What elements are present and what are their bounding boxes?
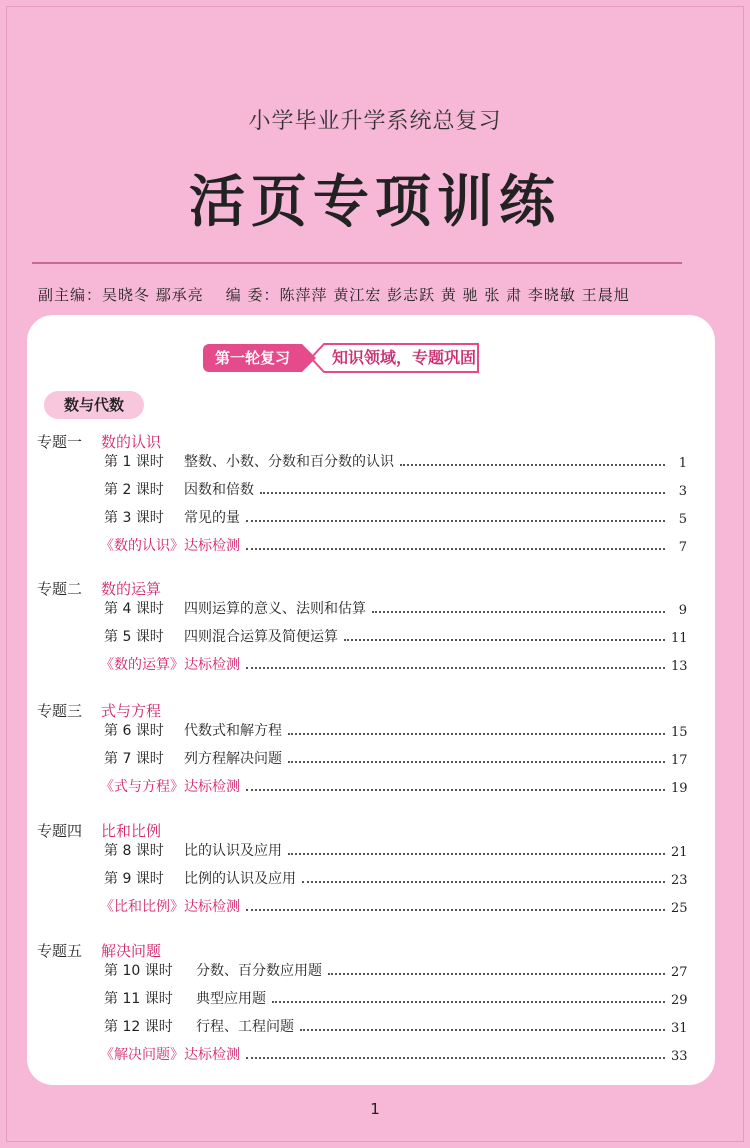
page-ref: 9	[678, 603, 687, 618]
lesson-number: 第 6 课时	[104, 723, 164, 739]
page-ref: 25	[671, 901, 688, 916]
toc-lesson-row[interactable]	[104, 624, 687, 646]
lesson-title: 因数和倍数	[184, 482, 254, 498]
topic-name[interactable]: 解决问题	[101, 942, 162, 960]
contents-card	[27, 315, 715, 1085]
page-ref: 11	[671, 631, 688, 646]
page-ref: 7	[678, 540, 687, 555]
test-title: 《解决问题》达标检测	[100, 1047, 240, 1063]
toc-test-row[interactable]	[100, 533, 687, 555]
page-ref: 1	[678, 456, 687, 471]
editorial-board: 编 委：陈萍萍 黄江宏 彭志跃 黄 驰 张 肃 李晓敏 王晨旭	[225, 286, 630, 304]
leader-dots	[302, 881, 665, 883]
lesson-number: 第 7 课时	[104, 751, 164, 767]
round-subtitle-wrap	[310, 343, 480, 373]
lesson-number: 第 11 课时	[104, 991, 173, 1007]
toc-test-row[interactable]	[100, 774, 687, 796]
lesson-title: 比的认识及应用	[184, 843, 282, 859]
lesson-number: 第 1 课时	[104, 454, 164, 470]
toc-test-row[interactable]	[100, 894, 687, 916]
toc-lesson-row[interactable]	[104, 1014, 687, 1036]
toc-lesson-row[interactable]	[104, 866, 687, 888]
page-ref: 31	[671, 1021, 688, 1036]
leader-dots	[300, 1029, 665, 1031]
leader-dots	[246, 1057, 665, 1059]
toc-lesson-row[interactable]	[104, 505, 687, 527]
topic-name[interactable]: 数的认识	[101, 433, 162, 451]
leader-dots	[288, 761, 665, 763]
leader-dots	[246, 548, 665, 550]
lesson-title: 分数、百分数应用题	[196, 963, 322, 979]
lesson-title: 常见的量	[184, 510, 240, 526]
page-ref: 5	[678, 512, 687, 527]
toc-lesson-row[interactable]	[104, 746, 687, 768]
lesson-title: 行程、工程问题	[196, 1019, 294, 1035]
lesson-number: 第 9 课时	[104, 871, 164, 887]
book-subtitle: 小学毕业升学系统总复习	[248, 109, 502, 134]
leader-dots	[246, 789, 665, 791]
lesson-title: 四则混合运算及简便运算	[184, 629, 338, 645]
round-banner	[203, 343, 480, 373]
page-ref: 21	[671, 845, 688, 860]
lesson-number: 第 8 课时	[104, 843, 164, 859]
lesson-number: 第 5 课时	[104, 629, 164, 645]
leader-dots	[328, 973, 665, 975]
topic-number: 专题一	[37, 433, 83, 451]
leader-dots	[372, 611, 665, 613]
leader-dots	[246, 520, 665, 522]
lesson-number: 第 3 课时	[104, 510, 164, 526]
leader-dots	[400, 464, 665, 466]
lesson-number: 第 10 课时	[104, 963, 173, 979]
topic-number: 专题二	[37, 580, 83, 598]
leader-dots	[246, 667, 665, 669]
toc-lesson-row[interactable]	[104, 838, 687, 860]
page-ref: 19	[671, 781, 688, 796]
lesson-title: 四则运算的意义、法则和估算	[184, 601, 366, 617]
toc-test-row[interactable]	[100, 652, 687, 674]
lesson-title: 列方程解决问题	[184, 751, 282, 767]
toc-lesson-row[interactable]	[104, 449, 687, 471]
test-title: 《式与方程》达标检测	[100, 779, 240, 795]
toc-test-row[interactable]	[100, 1042, 687, 1064]
page-ref: 29	[671, 993, 688, 1008]
page-ref: 15	[671, 725, 688, 740]
leader-dots	[288, 733, 665, 735]
topic-name[interactable]: 数的运算	[101, 580, 162, 598]
lesson-title: 代数式和解方程	[184, 723, 282, 739]
lesson-number: 第 4 课时	[104, 601, 164, 617]
round-tag: 第一轮复习	[203, 344, 302, 372]
toc-lesson-row[interactable]	[104, 958, 687, 980]
editors-line	[38, 284, 718, 305]
lesson-title: 整数、小数、分数和百分数的认识	[184, 454, 394, 470]
page-ref: 27	[671, 965, 688, 980]
lesson-number: 第 2 课时	[104, 482, 164, 498]
leader-dots	[344, 639, 665, 641]
toc-lesson-row[interactable]	[104, 596, 687, 618]
topic-number: 专题三	[37, 702, 83, 720]
lesson-title: 比例的认识及应用	[184, 871, 296, 887]
test-title: 《数的运算》达标检测	[100, 657, 240, 673]
test-title: 《比和比例》达标检测	[100, 899, 240, 915]
toc-lesson-row[interactable]	[104, 718, 687, 740]
toc-lesson-row[interactable]	[104, 477, 687, 499]
section-label: 数与代数	[44, 391, 144, 419]
deputy-editors: 副主编：吴晓冬 鄢承亮	[38, 286, 204, 304]
lesson-title: 典型应用题	[196, 991, 266, 1007]
leader-dots	[260, 492, 665, 494]
test-title: 《数的认识》达标检测	[100, 538, 240, 554]
leader-dots	[288, 853, 665, 855]
page-ref: 3	[678, 484, 687, 499]
topic-name[interactable]: 比和比例	[101, 822, 162, 840]
topic-number: 专题五	[37, 942, 83, 960]
page-ref: 23	[671, 873, 688, 888]
topic-number: 专题四	[37, 822, 83, 840]
lesson-number: 第 12 课时	[104, 1019, 173, 1035]
page-ref: 17	[671, 753, 688, 768]
topic-name[interactable]: 式与方程	[101, 702, 162, 720]
leader-dots	[246, 909, 665, 911]
page-number: 1	[370, 1100, 380, 1118]
book-title: 活页专项训练	[189, 170, 561, 235]
toc-lesson-row[interactable]	[104, 986, 687, 1008]
page-ref: 13	[671, 659, 688, 674]
leader-dots	[272, 1001, 665, 1003]
round-subtitle: 知识领域，专题巩固	[332, 348, 477, 367]
header-divider	[32, 262, 682, 264]
page-ref: 33	[671, 1049, 688, 1064]
